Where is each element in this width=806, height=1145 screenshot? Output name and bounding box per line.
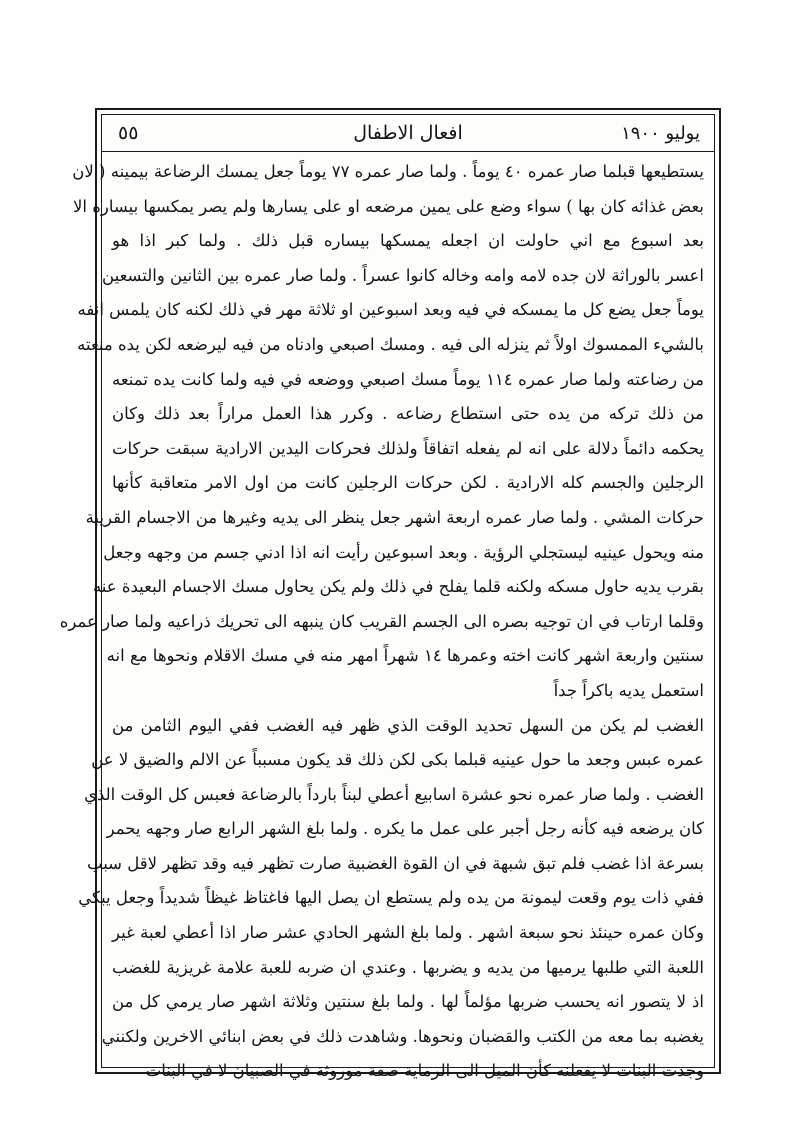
text-line: من ذلك تركه من يده حتى استطاع رضاعه . وكرر هذا العمل مراراً بعد ذلك وكان [112,404,704,424]
page-frame [59,108,721,1081]
text-line: حركات المشي . ولما صار عمره اربعة اشهر جعل ينظر الى يديه وغيرها من الاجسام القريبة [85,507,704,527]
text-line: اذ لا يتصور انه يحسب ضربها مؤلماً لها . ولما بلغ سنتين وثلاثة اشهر صار يرمي كل من [112,992,704,1012]
text-line: بعد اسبوع مع اني حاولت ان اجعله يمسكها بيساره قبل ذلك . ولما كبر اذا هو [112,231,704,251]
text-line: سنتين واربعة اشهر كانت اخته وعمرها ١٤ شهراً امهر منه في مسك الاقلام ونحوها مع انه [106,646,704,666]
body-text [59,155,714,1081]
text-line: بالشيء الممسوك اولاً ثم ينزله الى فيه . ومسك اصبعي وادناه من فيه ليرضعه لكن يده منعته [77,334,704,354]
text-line: يحكمه دائماً دلالة على انه لم يفعله اتفاقاً ولذلك فحركات اليدين الارادية سبقت حركات [112,438,704,458]
text-line: كان يرضعه فيه كأنه رجل أجبر على عمل ما يكره . ولما بلغ الشهر الرابع صار وجهه يحمر [106,819,704,839]
text-line: منه ويحول عينيه ليستجلي الرؤية . وبعد اسبوعين رأيت انه اذا ادني جسم من وجهه وجعل [103,542,704,562]
text-line: من رضاعته ولما صار عمره ١١٤ يوماً مسك اصبعي ووضعه في فيه ولما كانت يده تمنعه [112,369,705,389]
header-title: افعال الاطفال [353,122,463,144]
text-line: بعض غذائه كان بها ) سواء وضع على يمين مرضعه او على يسارها ولم يصر يمكسها بيساره الا [73,196,704,216]
text-line: وكان عمره حينئذ نحو سبعة اشهر . ولما بلغ الشهر الحادي عشر صار اذا أعطي لعبة غير [112,923,704,943]
text-line: وقلما ارتاب في ان توجيه بصره الى الجسم القريب كان ينبهه الى تحريك ذراعيه ولما صار عمره [59,611,704,631]
text-line: الغضب لم يكن من السهل تحديد الوقت الذي ظهر فيه الغضب ففي اليوم الثامن من [112,715,704,735]
running-header [102,115,714,152]
header-date: يوليو ١٩٠٠ [621,123,700,144]
text-line: اعسر بالوراثة لان جده لامه وامه وخاله كانوا عسراً . ولما صار عمره بين الثانين والتسعين [102,265,704,285]
text-line: يغضبه بما معه من الكتب والقضبان ونحوها. وشاهدت ذلك في بعض ابنائي الاخرين ولكنني [101,1026,704,1046]
text-line: ففي ذات يوم وقعت ليمونة من يده ولم يستطع ان يصل اليها فاغتاظ غيظاً شديداً وجعل يبكي [78,888,704,908]
text-line: وجدت البنات لا يفعلنه كأن الميل الى الرماية صفة موروثة في الصبيان لا في البنات [145,1061,704,1081]
text-line: عمره عبس وجعد ما حول عينيه قبلما بكى لكن ذلك قد يكون مسبباً عن الالم والضيق لا عن [91,750,704,770]
text-line: الرجلين والجسم كله الارادية . لكن حركات الرجلين كانت من اول الامر متعاقبة كأنها [112,473,704,493]
text-line: بقرب يديه حاول مسكه ولكنه قلما يفلح في ذلك ولم يكن يحاول مسك الاجسام البعيدة عنه [92,577,704,597]
page-inner-border [59,114,715,1081]
text-line: اللعبة التي طلبها يرميها من يديه و يضربها . وعندي ان ضربه للعبة علامة غريزية للغضب [112,957,704,977]
text-line: يوماً جعل يضع كل ما يمسكه في فيه وبعد اسبوعين او ثلاثة مهر في ذلك لكنه كان يلمس انفه [77,300,704,320]
text-line: بسرعة اذا غضب فلم تبق شبهة في ان القوة الغضبية صارت تظهر فيه وقد تظهر لاقل سبب [87,853,704,873]
page-number: ٥٥ [118,122,139,144]
text-line: يستطيعها قبلما صار عمره ٤٠ يوماً . ولما صار عمره ٧٧ يوماً جعل يمسك الرضاعة بيمينه ( لان [72,162,704,181]
text-line: الغضب . ولما صار عمره نحو عشرة اسابيع أعطي لبناً بارداً بالرضاعة فعبس كل الوقت الذي [84,784,704,804]
text-line: استعمل يديه باكراً جداً [553,680,704,700]
